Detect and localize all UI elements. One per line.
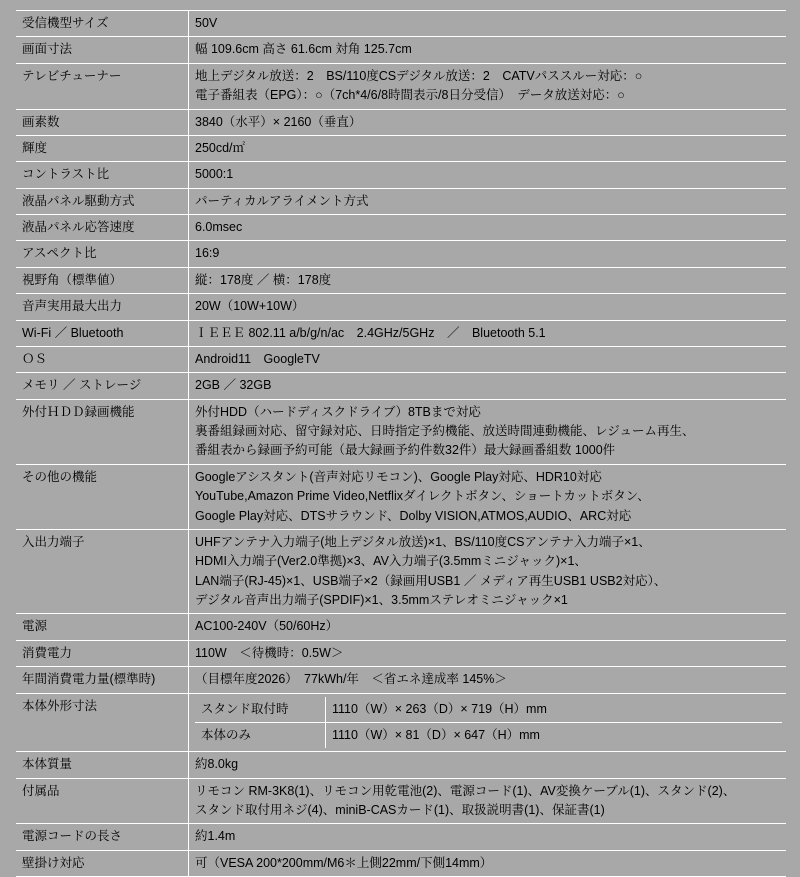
row-value-line: 50V [195, 16, 218, 30]
row-value-line: 裏番組録画対応、留守録対応、日時指定予約機能、放送時間連動機能、レジューム再生、 [195, 424, 695, 438]
row-value-line: 電子番組表（EPG）：○（7ch*4/6/8時間表示/8日分受信） データ放送対応：○ [195, 88, 625, 103]
row-value [189, 294, 787, 320]
row-value [189, 778, 787, 824]
row-label: アスペクト比 [16, 241, 189, 267]
table-row [16, 693, 786, 752]
row-value [189, 11, 787, 37]
row-value-line: スタンド取付用ネジ(4)、miniB-CASカード(1)、取扱説明書(1)、保証書(1) [195, 803, 605, 817]
row-label: Wi-Fi ／ Bluetooth [16, 320, 189, 346]
table-row [16, 241, 786, 267]
table-row [16, 294, 786, 320]
row-value [189, 346, 787, 372]
row-value-line: UHFアンテナ入力端子(地上デジタル放送)×1、BS/110度CSアンテナ入力端子×1、 [195, 534, 651, 549]
row-value [189, 614, 787, 640]
dimensions-subtable [195, 697, 782, 749]
row-value-line: デジタル音声出力端子(SPDIF)×1、3.5mmステレオミニジャック×1 [195, 593, 568, 607]
subtable-row [195, 722, 782, 748]
row-label: 消費電力 [16, 640, 189, 666]
row-label: 画素数 [16, 109, 189, 135]
table-row [16, 850, 786, 876]
table-row [16, 37, 786, 63]
row-value-line: YouTube,Amazon Prime Video,Netflixダイレクトボタン、ショートカットボタン、 [195, 489, 650, 504]
table-row [16, 135, 786, 161]
row-value [189, 850, 787, 876]
row-label: ＯＳ [16, 346, 189, 372]
row-value [189, 824, 787, 850]
row-label: 電源 [16, 614, 189, 640]
table-row [16, 373, 786, 399]
row-value [189, 241, 787, 267]
row-value-line: 外付HDD（ハードディスクドライブ）8TBまで対応 [195, 404, 481, 419]
row-label: コントラスト比 [16, 162, 189, 188]
subtable-row [195, 697, 782, 723]
table-row [16, 399, 786, 464]
row-label: 受信機型サイズ [16, 11, 189, 37]
row-label: 本体外形寸法 [16, 693, 189, 752]
row-label: 視野角（標準値） [16, 267, 189, 293]
table-row [16, 215, 786, 241]
row-value-line: 幅 109.6cm 高さ 61.6cm 対角 125.7cm [195, 42, 412, 57]
row-value-line: 約1.4m [195, 829, 236, 844]
table-row [16, 63, 786, 109]
row-value-line: 20W（10W+10W） [195, 299, 305, 314]
row-value-line: 縦：178度 ／ 横：178度 [195, 272, 332, 287]
row-label: 音声実用最大出力 [16, 294, 189, 320]
row-label: 本体質量 [16, 752, 189, 778]
row-value [189, 63, 787, 109]
row-label: メモリ ／ ストレージ [16, 373, 189, 399]
row-label: 年間消費電力量(標準時) [16, 667, 189, 693]
row-value [189, 752, 787, 778]
row-value-line: リモコン RM-3K8(1)、リモコン用乾電池(2)、電源コード(1)、AV変換ケーブル(1)、スタンド(2)、 [195, 783, 736, 798]
row-label: 外付ＨＤＤ録画機能 [16, 399, 189, 464]
row-value [189, 320, 787, 346]
subrow-value: 1110（W）× 81（D）× 647（H）mm [326, 722, 783, 748]
row-label: 液晶パネル駆動方式 [16, 188, 189, 214]
row-value [189, 693, 787, 752]
row-value [189, 135, 787, 161]
table-row [16, 752, 786, 778]
row-label: その他の機能 [16, 464, 189, 529]
row-value-line: パーティカルアライメント方式 [195, 193, 369, 208]
row-value [189, 464, 787, 529]
row-value-line: Google Play対応、DTSサラウンド、Dolby VISION,ATMOS,AUDIO、ARC対応 [195, 508, 632, 523]
row-value-line: 番組表から録画予約可能（最大録画予約件数32件）最大録画番組数 1000件 [195, 443, 616, 458]
table-row [16, 667, 786, 693]
row-value-line: 5000:1 [195, 167, 234, 182]
specification-table-body [16, 11, 786, 877]
row-value [189, 37, 787, 63]
table-row [16, 464, 786, 529]
row-value [189, 215, 787, 241]
row-value-line: 6.0msec [195, 220, 243, 234]
row-value-line: 2GB ／ 32GB [195, 378, 272, 393]
row-value-line: 約8.0kg [195, 757, 239, 772]
row-value-line: 3840（水平）× 2160（垂直） [195, 114, 362, 129]
table-row [16, 109, 786, 135]
table-row [16, 267, 786, 293]
table-row [16, 778, 786, 824]
row-value-line: ＩＥＥＥ 802.11 a/b/g/n/ac 2.4GHz/5GHz ／ Bluetooth 5.1 [195, 325, 546, 340]
row-value [189, 109, 787, 135]
row-value [189, 640, 787, 666]
table-row [16, 11, 786, 37]
table-row [16, 529, 786, 614]
table-row [16, 640, 786, 666]
row-label: テレビチューナー [16, 63, 189, 109]
row-value-line: 地上デジタル放送：2 BS/110度CSデジタル放送：2 CATVパススルー対応：○ [195, 68, 643, 83]
row-value-line: 16:9 [195, 246, 220, 261]
subrow-label: 本体のみ [195, 722, 326, 748]
row-value-line: 可（VESA 200*200mm/M6＊上側22mm/下側14mm） [195, 855, 493, 870]
row-label: 付属品 [16, 778, 189, 824]
row-value-line: HDMI入力端子(Ver2.0準拠)×3、AV入力端子(3.5mmミニジャック)×1、 [195, 554, 587, 569]
row-value-line: LAN端子(RJ-45)×1、USB端子×2（録画用USB1 ／ メディア再生USB1 USB2対応）、 [195, 573, 667, 588]
row-label: 液晶パネル応答速度 [16, 215, 189, 241]
row-value [189, 162, 787, 188]
row-value [189, 529, 787, 614]
table-row [16, 320, 786, 346]
row-value-line: Android11 GoogleTV [195, 351, 320, 366]
subrow-value: 1110（W）× 263（D）× 719（H）mm [332, 701, 547, 716]
table-row [16, 824, 786, 850]
row-label: 壁掛け対応 [16, 850, 189, 876]
row-label: 輝度 [16, 135, 189, 161]
row-value [189, 267, 787, 293]
row-value-line: AC100-240V（50/60Hz） [195, 619, 339, 634]
subrow-label: スタンド取付時 [195, 697, 326, 723]
row-value [189, 399, 787, 464]
row-value-line: （目標年度2026） 77kWh/年 ＜省エネ達成率 145%＞ [195, 672, 507, 687]
row-label: 入出力端子 [16, 529, 189, 614]
row-value [189, 373, 787, 399]
row-value-line: 250cd/㎡ [195, 140, 246, 155]
row-value-line: 110W ＜待機時：0.5W＞ [195, 645, 344, 660]
table-row [16, 614, 786, 640]
row-value [189, 667, 787, 693]
row-label: 画面寸法 [16, 37, 189, 63]
row-label: 電源コードの長さ [16, 824, 189, 850]
row-value-line: Googleアシスタント(音声対応リモコン)、Google Play対応、HDR10対応 [195, 469, 602, 484]
row-value [189, 188, 787, 214]
table-row [16, 162, 786, 188]
table-row [16, 346, 786, 372]
specification-table [16, 10, 786, 877]
table-row [16, 188, 786, 214]
